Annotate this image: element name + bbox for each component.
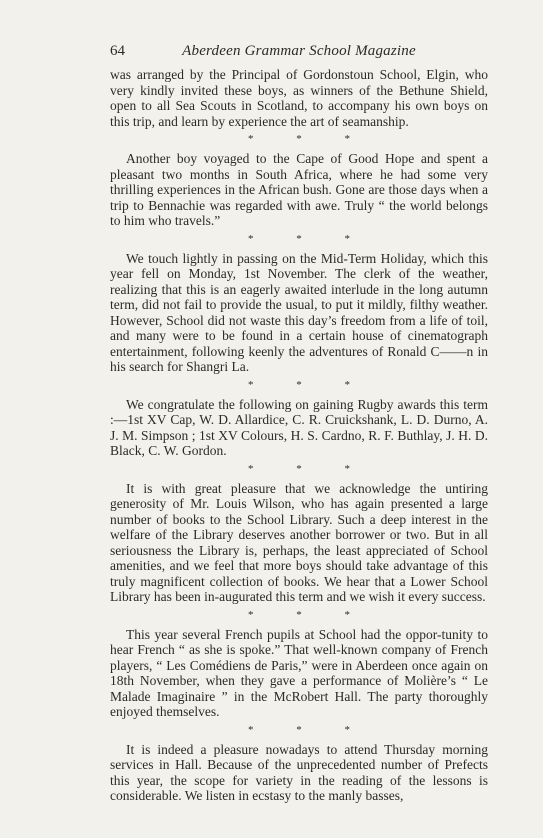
section-separator: * * * (248, 723, 370, 736)
paragraph-mid-term-holiday: We touch lightly in passing on the Mid-Term Holiday, which this year fell on Monday, 1st November. The clerk of the weather, realizing that this is an eagerly awaited interlude in the long autumn term, did not fail to provide the usual, to put it mildly, filthy weather. However, School did not waste this day’s freedom from a life of toil, and many were to be found in a certain house of cinematograph entertainment, following keenly the adventures of Ronald C——n in his search for Shangri La. (110, 250, 488, 374)
running-title: Aberdeen Grammar School Magazine (182, 43, 416, 59)
paragraph-rugby-awards: We congratulate the following on gaining Rugby awards this term :—1st XV Cap, W. D. Allardice, C. R. Cruickshank, L. D. Durno, A. J. M. Simpson ; 1st XV Colours, H. S. Cardno, R. F. Buthlay, J. H. D. Black, C. W. Gordon. (110, 396, 488, 458)
paragraph-library: It is with great pleasure that we acknowledge the untiring generosity of Mr. Louis Wilson, who has again presented a large number of books to the School Library. Such a deep interest in the welfare of the Library deserves another borrower or two. But in all seriousness the Library is, perhaps, the least appreciated of School amenities, and we feel that more boys should take advantage of this truly magnificent collection of books. We hear that a Lower School Library has been in-augurated this term and we wish it every success. (110, 480, 488, 604)
paragraph-seamanship: was arranged by the Principal of Gordonstoun School, Elgin, who very kindly invited these boys, as winners of the Bethune Shield, open to all Sea Scouts in Scotland, to accompany his own boys on this trip, and learn by experience the art of seamanship. (110, 67, 488, 129)
section-separator: * * * (248, 378, 370, 391)
paragraph-cape-voyage: Another boy voyaged to the Cape of Good Hope and spent a pleasant two months in South Africa, where he had some very thrilling experiences in the African bush. Gone are those days when a trip to Bennachie was regarded with awe. Truly “ the world belongs to him who travels.” (110, 151, 488, 228)
section-separator: * * * (248, 232, 370, 245)
page-header (110, 43, 488, 65)
section-separator: * * * (248, 462, 370, 475)
article-body (110, 67, 488, 804)
page-number: 64 (110, 43, 125, 59)
section-separator: * * * (248, 608, 370, 621)
paragraph-thursday-services: It is indeed a pleasure nowadays to attend Thursday morning services in Hall. Because of the unprecedented number of Prefects this year, the scope for variety in the reading of the lessons is considerable. We listen in ecstasy to the manly basses, (110, 741, 488, 803)
section-separator: * * * (248, 133, 370, 145)
paragraph-french-players: This year several French pupils at School had the oppor-tunity to hear French “ as she is spoke.” That well-known company of French players, “ Les Comédiens de Paris,” were in Aberdeen once again on 18th November, when they gave a performance of Molière’s “ Le Malade Imaginaire ” in the McRobert Hall. The party thoroughly enjoyed themselves. (110, 626, 488, 719)
